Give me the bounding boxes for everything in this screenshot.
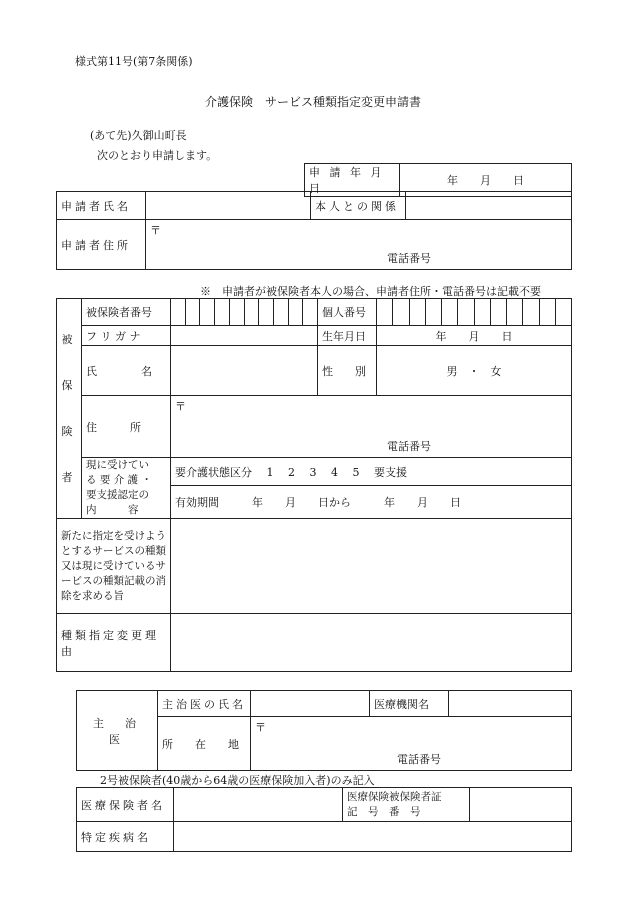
symbol-field[interactable] — [470, 788, 572, 822]
form-title: 介護保険 サービス種類指定変更申請書 — [205, 95, 422, 109]
personal-number-boxes[interactable] — [377, 299, 572, 326]
doctor-table — [76, 690, 572, 771]
doctor-phone-label: 電話番号 — [397, 753, 441, 766]
reason-label: 種類指定変更理由 — [57, 614, 171, 672]
postal-mark-insured: 〒 — [175, 400, 186, 413]
intro-text: 次のとおり申請します。 — [97, 149, 218, 162]
birth-field[interactable]: 年 月 日 — [377, 326, 572, 346]
phone-label: 電話番号 — [387, 252, 431, 265]
note-text: ※ 申請者が被保険者本人の場合、申請者住所・電話番号は記載不要 — [200, 285, 541, 298]
request-field[interactable] — [171, 519, 572, 614]
insurer-label: 医療保険者名 — [77, 788, 174, 822]
disease-field[interactable] — [174, 822, 572, 852]
insured-name-field[interactable] — [171, 346, 318, 396]
insured-name-label: 氏 名 — [82, 346, 171, 396]
symbol-label: 医療保険被保険者証 記 号 番 号 — [343, 788, 470, 822]
addressee: (あて先)久御山町長 — [90, 129, 187, 142]
validity-field[interactable]: 有効期間 年 月 日から 年 月 日 — [171, 486, 572, 519]
application-date-label: 申 請 年 月 日 — [305, 164, 400, 197]
institution-field[interactable] — [449, 691, 572, 717]
certification-label: 現に受けてい る 要 介 護 ・ 要支援認定の 内 容 — [82, 458, 171, 519]
form-number: 様式第11号(第7条関係) — [75, 55, 193, 68]
institution-label: 医療機関名 — [370, 691, 449, 717]
insured-phone-label: 電話番号 — [387, 440, 431, 453]
location-label: 所 在 地 — [158, 717, 251, 771]
insurer-field[interactable] — [174, 788, 343, 822]
personal-number-label: 個人番号 — [318, 299, 377, 326]
insured-number-label: 被保険者番号 — [82, 299, 171, 326]
care-level-field[interactable]: 要介護状態区分 1 2 3 4 5 要支援 — [171, 458, 572, 486]
doctor-name-label: 主治医の氏名 — [158, 691, 251, 717]
relation-label: 本人との関係 — [311, 192, 406, 220]
reason-field[interactable] — [171, 614, 572, 672]
furigana-label: フ リ ガ ナ — [82, 326, 171, 346]
applicant-name-label: 申請者氏名 — [57, 192, 146, 220]
doctor-name-field[interactable] — [251, 691, 370, 717]
section2-table — [76, 787, 572, 852]
location-field[interactable] — [251, 717, 572, 771]
postal-mark: 〒 — [150, 224, 161, 237]
insured-number-boxes[interactable] — [171, 299, 318, 326]
applicant-address-field[interactable] — [146, 220, 572, 270]
insured-table — [56, 298, 572, 672]
relation-field[interactable] — [406, 192, 572, 220]
applicant-table-2 — [56, 191, 572, 270]
insured-address-label: 住 所 — [82, 396, 171, 458]
sex-field[interactable]: 男 ・ 女 — [377, 346, 572, 396]
furigana-field[interactable] — [171, 326, 318, 346]
insured-address-field[interactable] — [171, 396, 572, 458]
sex-label: 性 別 — [318, 346, 377, 396]
doctor-side-label: 主 治 医 — [77, 691, 158, 771]
application-date-field[interactable]: 年 月 日 — [400, 164, 572, 197]
request-label: 新たに指定を受けよう とするサービスの種類 又は現に受けているサ ービスの種類記載の消 除を求める旨 — [57, 519, 171, 614]
applicant-address-label: 申請者住所 — [57, 220, 146, 270]
postal-mark-doctor: 〒 — [255, 721, 266, 734]
disease-label: 特定疾病名 — [77, 822, 174, 852]
birth-label: 生年月日 — [318, 326, 377, 346]
applicant-name-field[interactable] — [146, 192, 311, 220]
insured-side-label: 被 保 険 者 — [57, 299, 82, 519]
section2-note: 2号被保険者(40歳から64歳の医療保険加入者)のみ記入 — [100, 774, 375, 787]
